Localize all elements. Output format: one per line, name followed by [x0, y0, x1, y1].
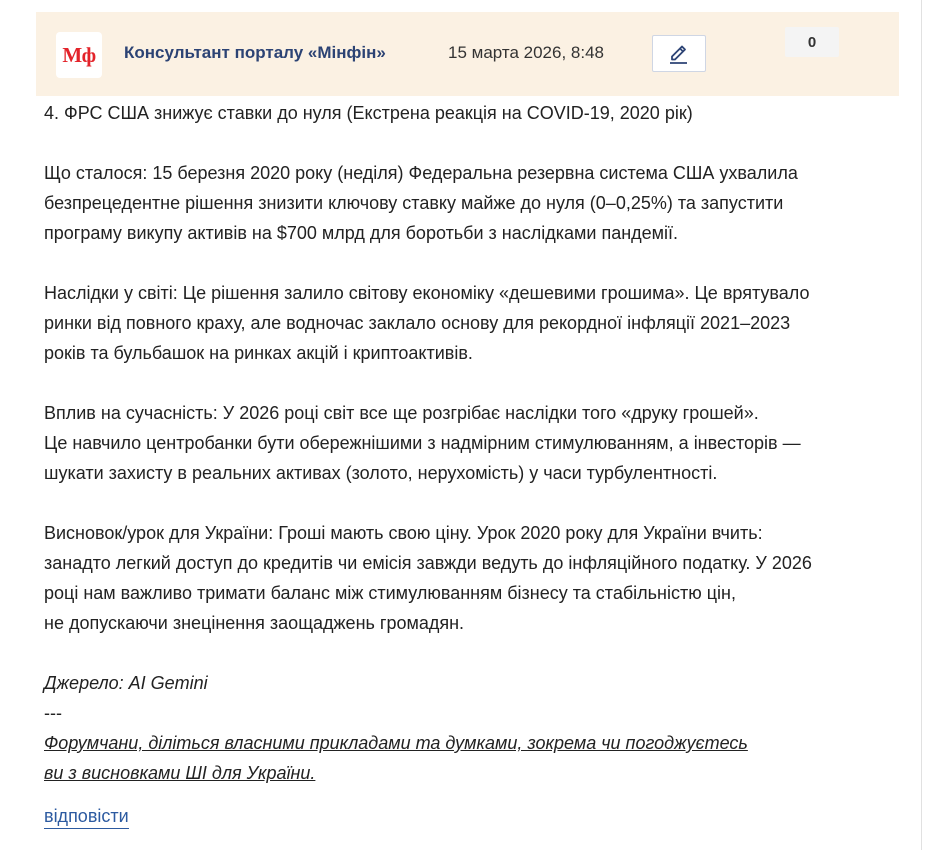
rating-counter[interactable]: 0 [785, 27, 839, 57]
source-note: Джерело: AI Gemini [44, 673, 208, 693]
edit-button[interactable] [652, 35, 706, 72]
text-line: шукати захисту в реальних активах (золото, нерухомість) у часи турбулентності. [44, 463, 718, 483]
post-date: 15 марта 2026, 8:48 [448, 43, 604, 62]
text-line: років та бульбашок на ринках акцій і криптоактивів. [44, 343, 473, 363]
minfin-logo: Мф [62, 42, 96, 67]
cta-line: Форумчани, діліться власними прикладами та думками, зокрема чи погоджуєтесь [44, 733, 748, 753]
paragraph-conclusion [44, 518, 904, 638]
text-line: програму викупу активів на $700 млрд для боротьби з наслідками пандемії. [44, 223, 679, 243]
post-heading: 4. ФРС США знижує ставки до нуля (Екстрена реакція на COVID-19, 2020 рік) [44, 103, 693, 123]
right-border [921, 0, 922, 850]
pencil-icon [666, 41, 692, 67]
text-line: Наслідки у світі: Це рішення залило світову економіку «дешевими грошима». Це врятувало [44, 283, 810, 303]
post-header [36, 12, 899, 96]
text-line: ринки від повного краху, але водночас заклало основу для рекордної інфляції 2021–2023 [44, 313, 791, 333]
author-avatar[interactable] [56, 32, 102, 78]
text-line: Що сталося: 15 березня 2020 року (неділя) Федеральна резервна система США ухвалила [44, 163, 798, 183]
text-line: Висновок/урок для України: Гроші мають свою ціну. Урок 2020 року для України вчить: [44, 523, 763, 543]
call-to-action [44, 728, 904, 788]
text-line: не допускаючи знецінення заощаджень громадян. [44, 613, 465, 633]
author-name[interactable]: Консультант порталу «Мінфін» [124, 43, 386, 62]
separator: --- [44, 703, 62, 723]
text-line: безпрецедентне рішення знизити ключову ставку майже до нуля (0–0,25%) та запустити [44, 193, 784, 213]
text-line: Вплив на сучасність: У 2026 році світ все ще розгрібає наслідки того «друку грошей». [44, 403, 759, 423]
post-body [44, 98, 904, 788]
text-line: році нам важливо тримати баланс між стимулюванням бізнесу та стабільністю цін, [44, 583, 736, 603]
paragraph-impact [44, 398, 904, 488]
text-line: занадто легкий доступ до кредитів чи емісія завжди ведуть до інфляційного податку. У 2026 [44, 553, 812, 573]
paragraph-what-happened [44, 158, 904, 248]
reply-link[interactable]: відповісти [44, 805, 129, 829]
text-line: Це навчило центробанки бути обережнішими з надмірним стимулюванням, а інвесторів — [44, 433, 801, 453]
paragraph-consequences [44, 278, 904, 368]
cta-line: ви з висновками ШІ для України. [44, 763, 316, 783]
